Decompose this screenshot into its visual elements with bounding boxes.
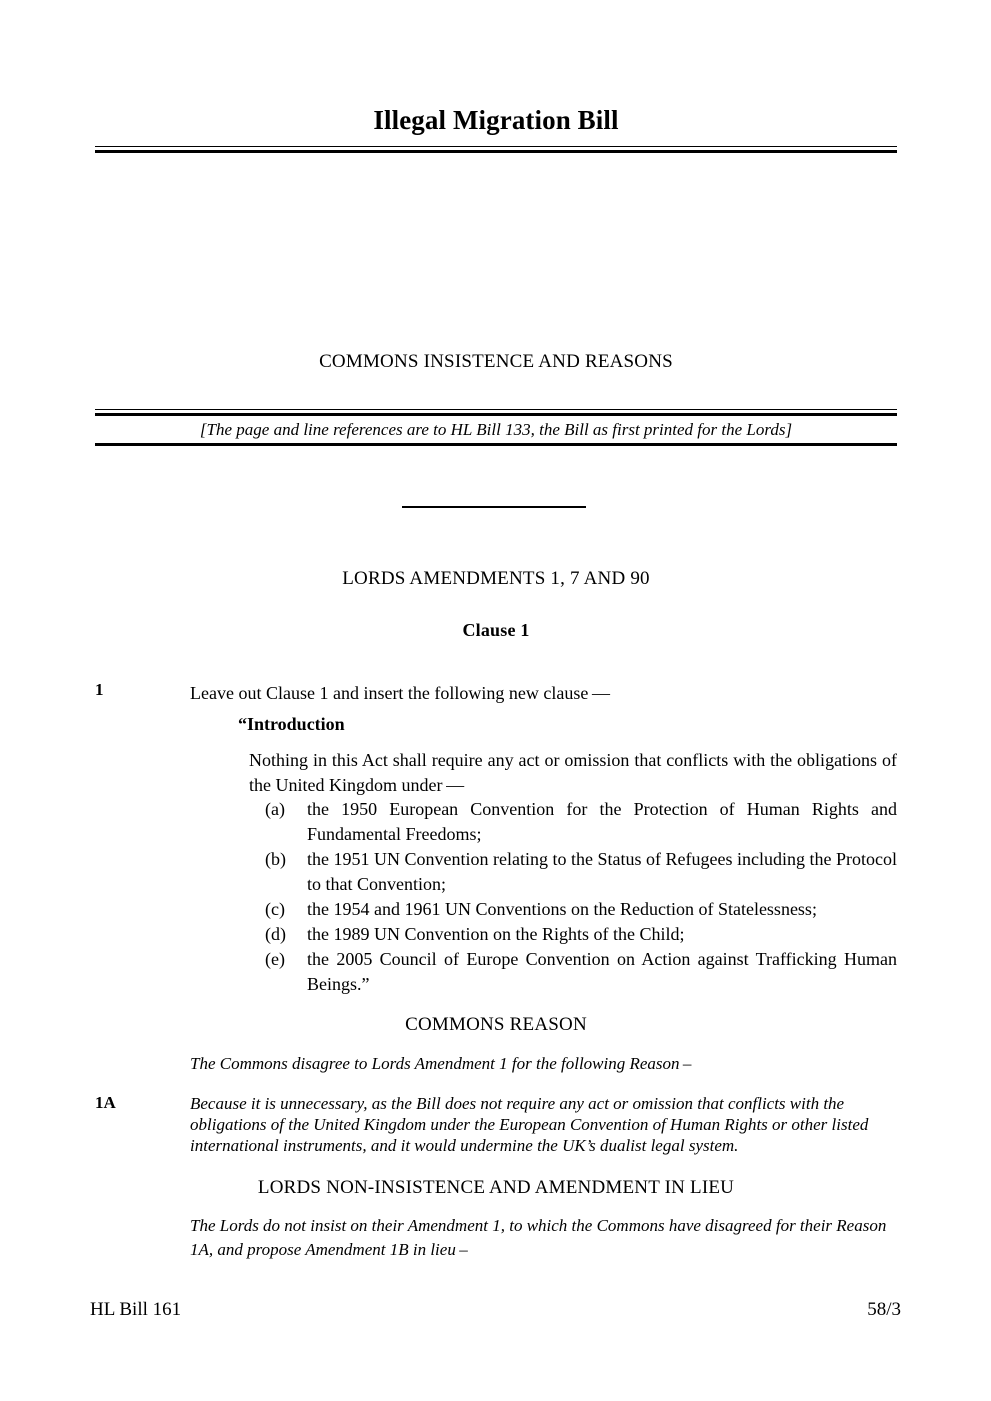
clause-heading: Clause 1 (462, 620, 530, 640)
amendment-1-row (95, 680, 897, 706)
list-item-text: the 1951 UN Convention relating to the Status of Refugees including the Protocol to that Convention; (307, 849, 897, 894)
commons-reason-heading: COMMONS REASON (405, 1014, 587, 1035)
short-divider-rule (402, 506, 586, 508)
commons-reason-text: Because it is unnecessary, as the Bill does not require any act or omission that conflicts with the obligations of the United Kingdom under the European Convention of Human Rights or other listed international instruments, and it would undermine the UK’s dualist legal system. (190, 1094, 869, 1155)
note-top-divider-rule (95, 409, 897, 416)
list-item-label: (d) (265, 924, 286, 944)
quoted-clause-intro: Nothing in this Act shall require any act or omission that conflicts with the obligations of the United Kingdom under — (249, 750, 897, 795)
list-item-text: the 1950 European Convention for the Protection of Human Rights and Fundamental Freedoms; (307, 799, 897, 844)
list-item (265, 897, 897, 922)
list-item (265, 847, 897, 897)
section-heading: COMMONS INSISTENCE AND REASONS (319, 351, 673, 372)
footer-bill-reference: HL Bill 161 (90, 1299, 182, 1320)
list-item-label: (b) (265, 849, 286, 869)
amendments-heading: LORDS AMENDMENTS 1, 7 AND 90 (342, 568, 650, 589)
reference-note: [The page and line references are to HL Bill 133, the Bill as first printed for the Lords] (199, 420, 793, 439)
title-divider-rule (95, 146, 897, 153)
list-item-label: (a) (265, 799, 285, 819)
lords-non-insistence-text: The Lords do not insist on their Amendment 1, to which the Commons have disagreed for their Reason 1A, and propose Amendment 1B in lieu – (190, 1216, 887, 1259)
quoted-clause-title: “Introduction (238, 714, 345, 734)
lords-non-insistence-heading: LORDS NON-INSISTENCE AND AMENDMENT IN LIEU (257, 1177, 735, 1198)
commons-reason-lead-in: The Commons disagree to Lords Amendment 1 for the following Reason – (190, 1054, 692, 1073)
list-item (265, 947, 897, 997)
list-item-text: the 2005 Council of Europe Convention on Action against Trafficking Human Beings.” (307, 949, 897, 994)
list-item (265, 797, 897, 847)
list-item (265, 922, 897, 947)
amendment-instruction: Leave out Clause 1 and insert the following new clause — (190, 683, 610, 703)
list-item-text: the 1989 UN Convention on the Rights of the Child; (307, 924, 685, 944)
list-item-text: the 1954 and 1961 UN Conventions on the Reduction of Statelessness; (307, 899, 817, 919)
note-bottom-divider-rule (95, 443, 897, 446)
page-title: Illegal Migration Bill (373, 105, 619, 135)
list-item-label: (e) (265, 949, 285, 969)
reason-number: 1A (95, 1093, 116, 1112)
footer-page-number: 58/3 (867, 1299, 901, 1320)
convention-list (265, 797, 897, 997)
list-item-label: (c) (265, 899, 285, 919)
amendment-number: 1 (95, 680, 104, 699)
